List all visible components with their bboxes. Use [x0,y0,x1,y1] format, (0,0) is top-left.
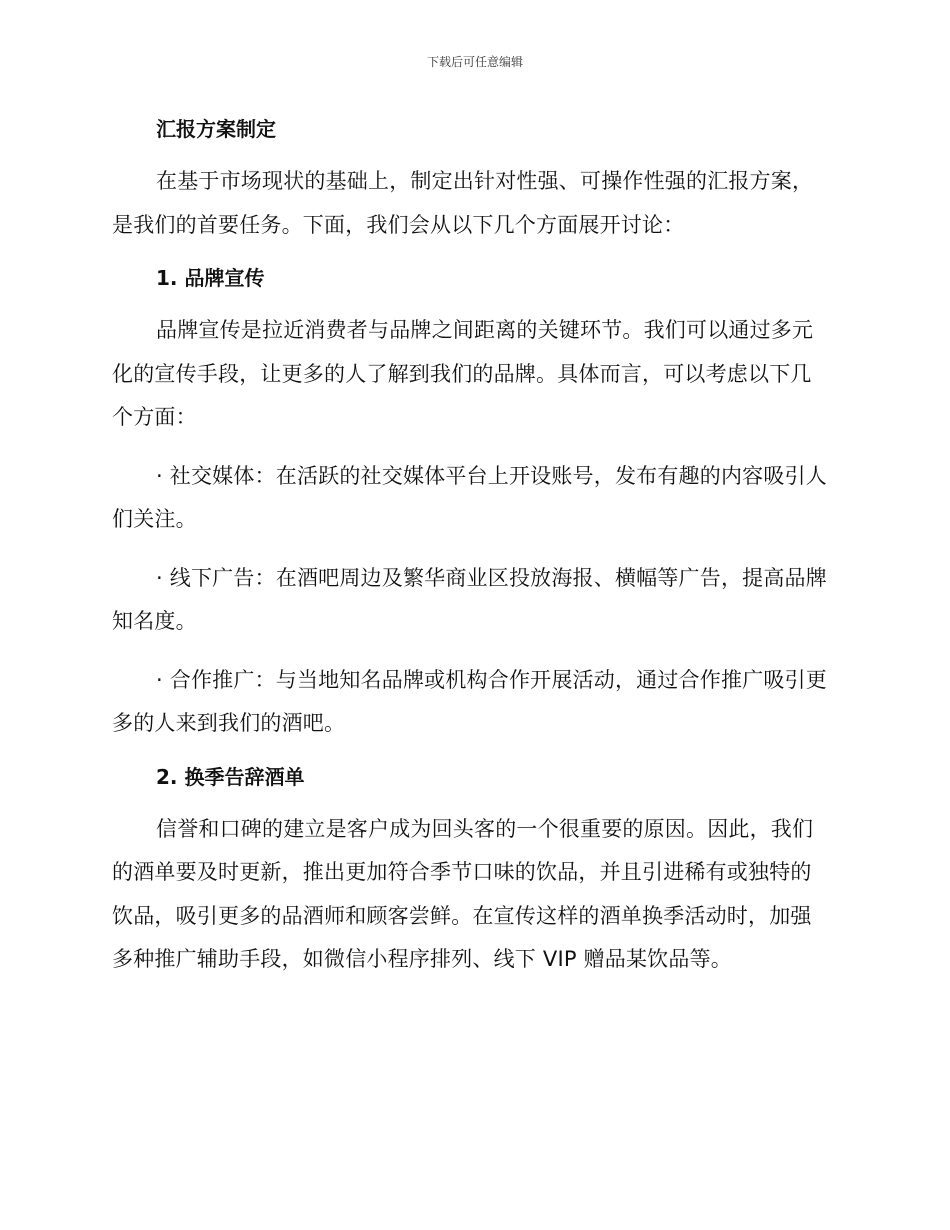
menu-paragraph: 信誉和口碑的建立是客户成为回头客的一个很重要的原因。因此，我们的酒单要及时更新，推出更加符合季节口味的饮品，并且引进稀有或独特的饮品，吸引更多的品酒师和顾客尝鲜。在宣传这样的酒单换季活动时，加强多种推广辅助手段，如微信小程序排列、线下 VIP 赠品某饮品等。 [112,816,814,971]
intro-paragraph: 在基于市场现状的基础上，制定出针对性强、可操作性强的汇报方案，是我们的首要任务。下面，我们会从以下几个方面展开讨论： [112,169,814,237]
bullet-partnership: · 合作推广：与当地知名品牌或机构合作开展活动，通过合作推广吸引更多的人来到我们的酒吧。 [112,667,827,735]
bullet-social-media: · 社交媒体：在活跃的社交媒体平台上开设账号，发布有趣的内容吸引人们关注。 [112,463,827,531]
bullet-offline-ads: · 线下广告：在酒吧周边及繁华商业区投放海报、横幅等广告，提高品牌知名度。 [112,565,827,633]
document-body [112,112,832,982]
document-title: 汇报方案制定 [156,117,276,141]
brand-paragraph: 品牌宣传是拉近消费者与品牌之间距离的关键环节。我们可以通过多元化的宣传手段，让更多的人了解到我们的品牌。具体而言，可以考虑以下几个方面： [112,318,814,429]
section-heading-menu: 2. 换季告辞酒单 [156,764,305,789]
section-heading-brand: 1. 品牌宣传 [156,266,265,290]
header-note: 下载后可任意编辑 [426,55,523,69]
